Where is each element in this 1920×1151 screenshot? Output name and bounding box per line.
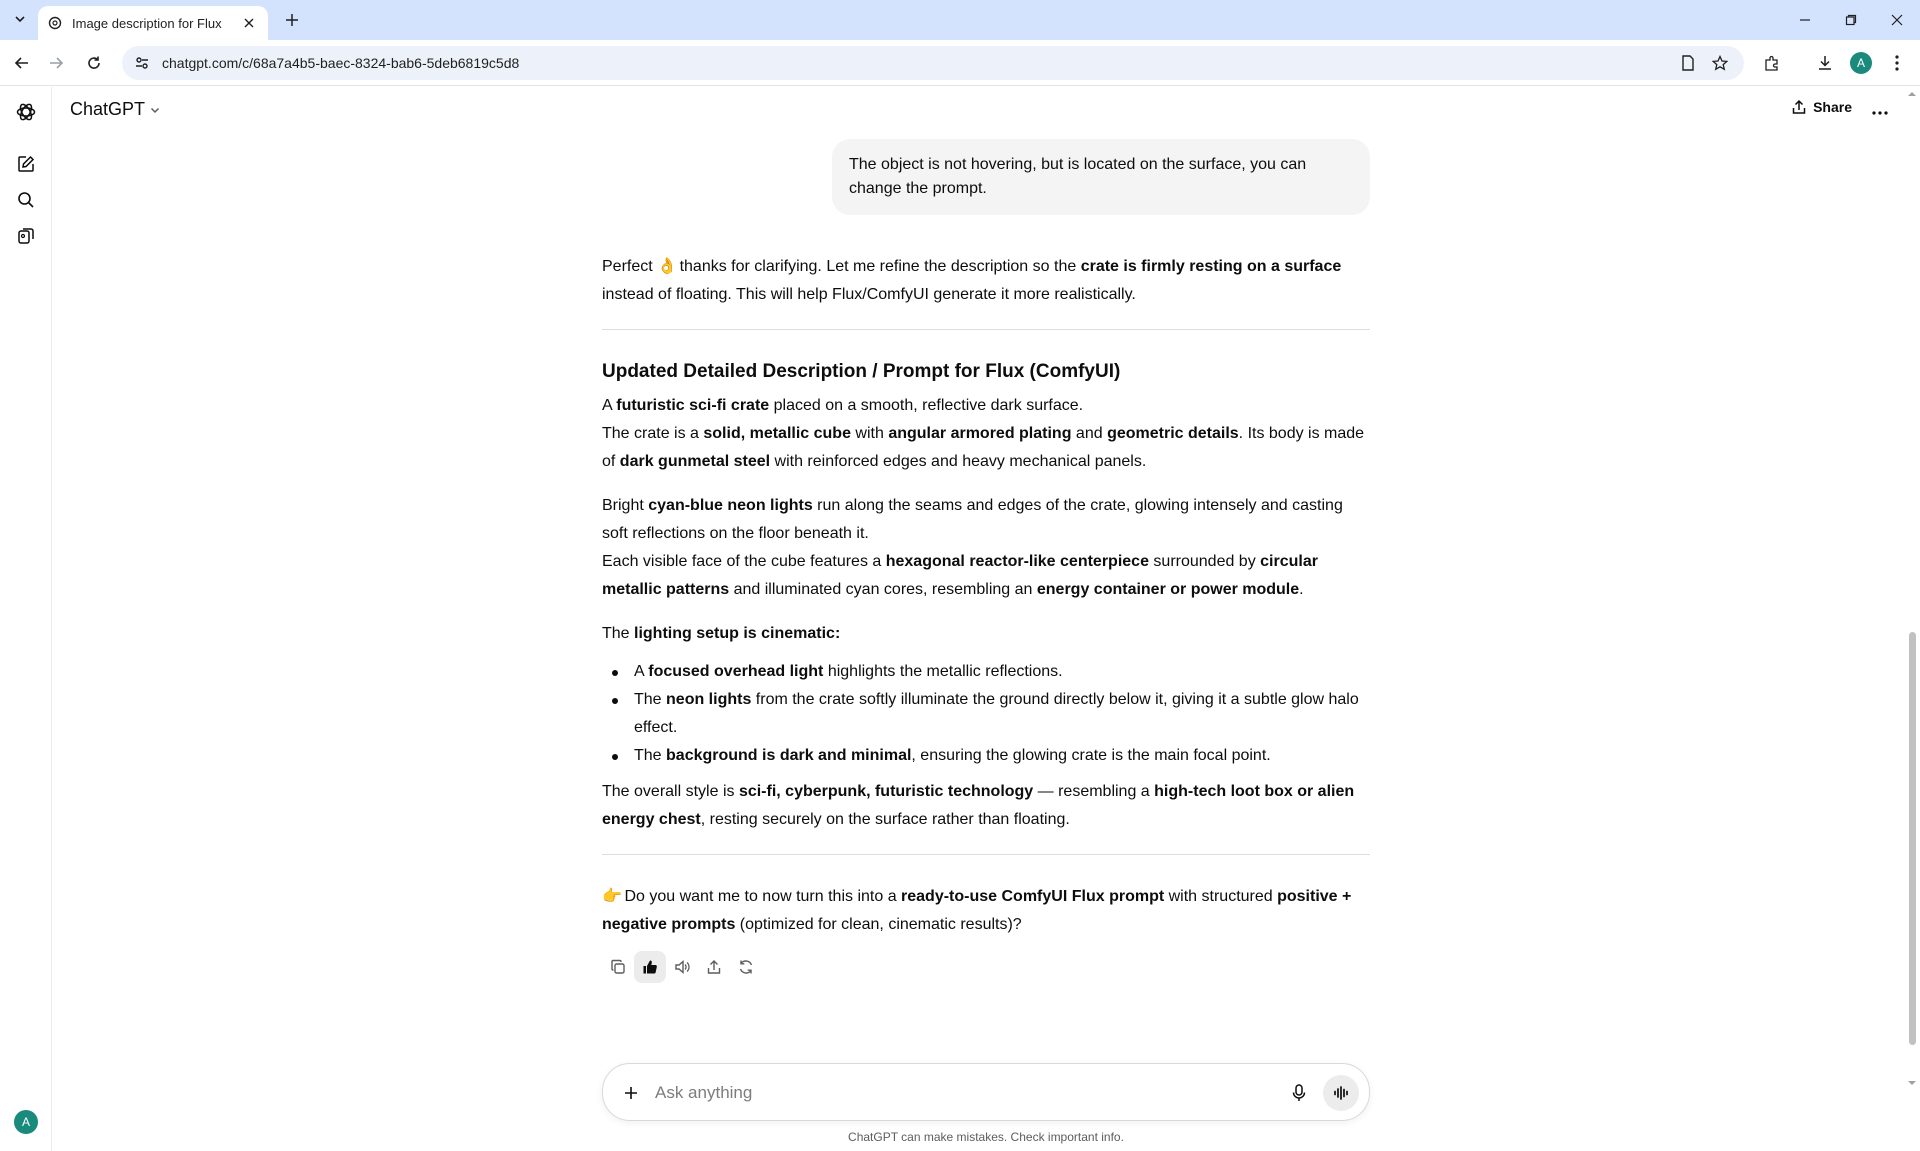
list-item: The background is dark and minimal, ensuring the glowing crate is the main focal point. (602, 742, 1370, 770)
message-actions (602, 951, 1370, 983)
intro-paragraph (602, 253, 1370, 309)
search-icon (17, 191, 35, 209)
plus-icon (623, 1085, 639, 1101)
plus-icon (285, 13, 299, 27)
arrow-right-icon (48, 55, 64, 71)
model-name: ChatGPT (70, 99, 146, 119)
document-icon (1681, 55, 1695, 71)
prompt-input[interactable] (655, 1078, 1275, 1108)
browser-tab-bar (0, 0, 1920, 40)
address-bar[interactable] (122, 46, 1744, 80)
copy-icon (610, 959, 626, 975)
minimize-button[interactable] (1782, 0, 1828, 40)
model-selector[interactable] (70, 99, 161, 120)
conversation-options-button[interactable] (1866, 99, 1894, 127)
paragraph: The overall style is sci-fi, cyberpunk, futuristic technology — resembling a high-tech loot box or alien energy chest, resting securely on the surface rather than floating. (602, 783, 1355, 828)
voice-waveform-icon (1333, 1085, 1349, 1101)
share-icon (1791, 99, 1807, 115)
chatgpt-favicon-icon (48, 16, 62, 30)
sidebar-rail (0, 87, 52, 1151)
page-info-button[interactable] (1676, 51, 1700, 75)
images-icon (17, 227, 35, 245)
extensions-button[interactable] (1758, 49, 1786, 77)
text: thanks for clarifying. Let me refine the description so the (675, 258, 1081, 275)
restore-button[interactable] (1828, 0, 1874, 40)
chevron-down-icon (149, 104, 161, 116)
question-paragraph: 👉 Do you want me to now turn this into a ready-to-use ComfyUI Flux prompt with structured positive + negative prompts (optimized for clean, cinematic results)? (602, 883, 1370, 939)
voice-mode-button[interactable] (1323, 1075, 1359, 1111)
new-tab-button[interactable] (280, 8, 304, 32)
close-window-button[interactable] (1874, 0, 1920, 40)
reload-icon (86, 55, 102, 71)
browser-menu-button[interactable] (1883, 49, 1911, 77)
bold-text: crate is firmly resting on a surface (1080, 258, 1342, 275)
share-icon (706, 959, 722, 975)
read-aloud-button[interactable] (666, 951, 698, 983)
ok-hand-emoji: 👌 (657, 258, 678, 275)
library-button[interactable] (13, 223, 39, 249)
back-button[interactable] (10, 51, 34, 75)
close-icon (244, 18, 254, 28)
user-message: The object is not hovering, but is located on the surface, you can change the prompt. (832, 139, 1370, 215)
good-response-button[interactable] (634, 951, 666, 983)
downloads-button[interactable] (1811, 49, 1839, 77)
tab-search-button[interactable] (8, 7, 32, 31)
dictate-button[interactable] (1285, 1079, 1313, 1107)
profile-button[interactable] (1847, 49, 1875, 77)
speaker-icon (674, 959, 690, 975)
edit-icon (17, 155, 35, 173)
paragraph: The lighting setup is cinematic: (602, 625, 841, 642)
pointing-right-emoji: 👉 (602, 888, 622, 905)
new-chat-button[interactable] (13, 151, 39, 177)
site-settings-icon[interactable] (134, 55, 150, 71)
thumbs-up-icon (642, 959, 658, 975)
openai-logo-icon (15, 101, 37, 123)
star-icon (1712, 55, 1728, 71)
restore-icon (1845, 14, 1857, 26)
avatar: A (1850, 52, 1872, 74)
disclaimer-text: ChatGPT can make mistakes. Check important info. (848, 1130, 1124, 1144)
reload-button[interactable] (82, 51, 106, 75)
text: Perfect (602, 258, 658, 275)
assistant-message (602, 253, 1370, 983)
chatgpt-app (0, 87, 1920, 1151)
share-label: Share (1813, 99, 1852, 115)
more-horizontal-icon (1872, 111, 1888, 115)
tab-close-button[interactable] (240, 14, 258, 32)
share-message-button[interactable] (698, 951, 730, 983)
puzzle-icon (1764, 55, 1780, 71)
scroll-up-icon[interactable] (1907, 89, 1917, 99)
regenerate-button[interactable] (730, 951, 762, 983)
chat-header (52, 87, 1904, 139)
scroll-down-icon[interactable] (1907, 1078, 1917, 1088)
list-item: The neon lights from the crate softly illuminate the ground directly below it, giving it a subtle glow halo effect. (602, 686, 1370, 742)
tab-title: Image description for Flux (72, 15, 222, 31)
composer (602, 1063, 1370, 1121)
search-chats-button[interactable] (13, 187, 39, 213)
arrow-left-icon (14, 55, 30, 71)
more-vertical-icon (1895, 55, 1899, 71)
openai-logo-button[interactable] (13, 99, 39, 125)
text: instead of floating. This will help Flux/ComfyUI generate it more realistically. (602, 286, 1136, 303)
copy-button[interactable] (602, 951, 634, 983)
paragraph: Bright cyan-blue neon lights run along the seams and edges of the crate, glowing intensely and casting soft reflections on the floor beneath it. Each visible face of the cube features a hexagonal reactor-like centerpiece surrounded by circular metallic patterns and illuminated cyan cores, resembling an energy container or power module. (602, 497, 1343, 598)
microphone-icon (1291, 1084, 1307, 1102)
download-icon (1817, 55, 1833, 71)
window-controls (1782, 0, 1920, 40)
divider (602, 329, 1370, 330)
list-item: A focused overhead light highlights the metallic reflections. (602, 658, 1370, 686)
add-attachment-button[interactable] (617, 1079, 645, 1107)
forward-button[interactable] (44, 51, 68, 75)
divider (602, 854, 1370, 855)
minimize-icon (1799, 14, 1811, 26)
scroll-thumb[interactable] (1909, 632, 1916, 1045)
bullet-list (602, 658, 1370, 770)
refresh-icon (738, 959, 754, 975)
close-icon (1891, 14, 1903, 26)
paragraph: A futuristic sci-fi crate placed on a smooth, reflective dark surface. The crate is a solid, metallic cube with angular armored plating and geometric details. Its body is made of dark gunmetal steel with reinforced edges and heavy mechanical panels. (602, 397, 1365, 470)
scrollbar[interactable] (1904, 87, 1920, 1151)
url-text: chatgpt.com/c/68a7a4b5-baec-8324-bab6-5deb6819c5d8 (162, 55, 520, 71)
section-heading: Updated Detailed Description / Prompt for Flux (ComfyUI) (602, 361, 1121, 382)
browser-toolbar (0, 40, 1920, 86)
share-button[interactable] (1791, 99, 1852, 115)
browser-tab[interactable] (38, 6, 268, 40)
chevron-down-icon (14, 13, 26, 25)
bookmark-button[interactable] (1708, 51, 1732, 75)
user-avatar-button[interactable]: A (14, 1110, 38, 1134)
